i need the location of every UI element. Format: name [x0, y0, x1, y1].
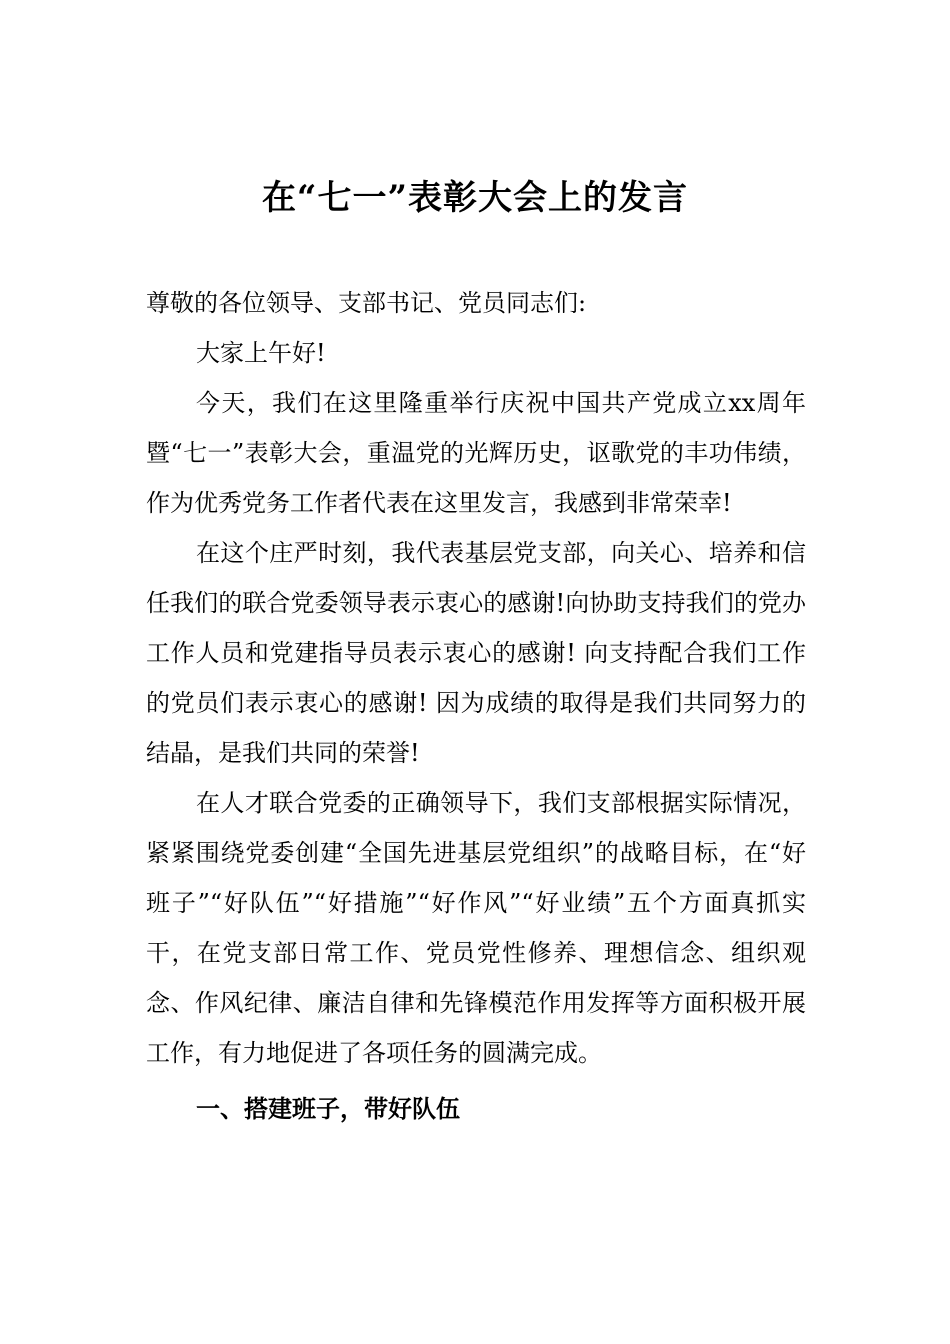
paragraph-2: 在这个庄严时刻，我代表基层党支部，向关心、培养和信任我们的联合党委领导表示衷心的感谢!向协助支持我们的党办工作人员和党建指导员表示衷心的感谢! 向支持配合我们工作的党员们表示衷心的感谢! 因为成绩的取得是我们共同努力的结晶，是我们共同的荣誉!: [146, 539, 806, 767]
greeting: 大家上午好!: [196, 339, 326, 367]
paragraph-3: 在人才联合党委的正确领导下，我们支部根据实际情况，紧紧围绕党委创建“全国先进基层党组织”的战略目标，在“好班子”“好队伍”“好措施”“好作风”“好业绩”五个方面真抓实干，在党支部日常工作、党员党性修养、理想信念、组织观念、作风纪律、廉洁自律和先锋模范作用发挥等方面积极开展工作，有力地促进了各项任务的圆满完成。: [146, 789, 806, 1067]
document-body: [146, 278, 806, 1134]
paragraph-1: 今天，我们在这里隆重举行庆祝中国共产党成立xx周年暨“七一”表彰大会，重温党的光辉历史，讴歌党的丰功伟绩，作为优秀党务工作者代表在这里发言，我感到非常荣幸!: [146, 389, 806, 517]
section-heading: 一、搭建班子，带好队伍: [196, 1095, 460, 1123]
document-title: 在“七一”表彰大会上的发言: [261, 178, 689, 218]
salutation: 尊敬的各位领导、支部书记、党员同志们:: [146, 289, 587, 317]
